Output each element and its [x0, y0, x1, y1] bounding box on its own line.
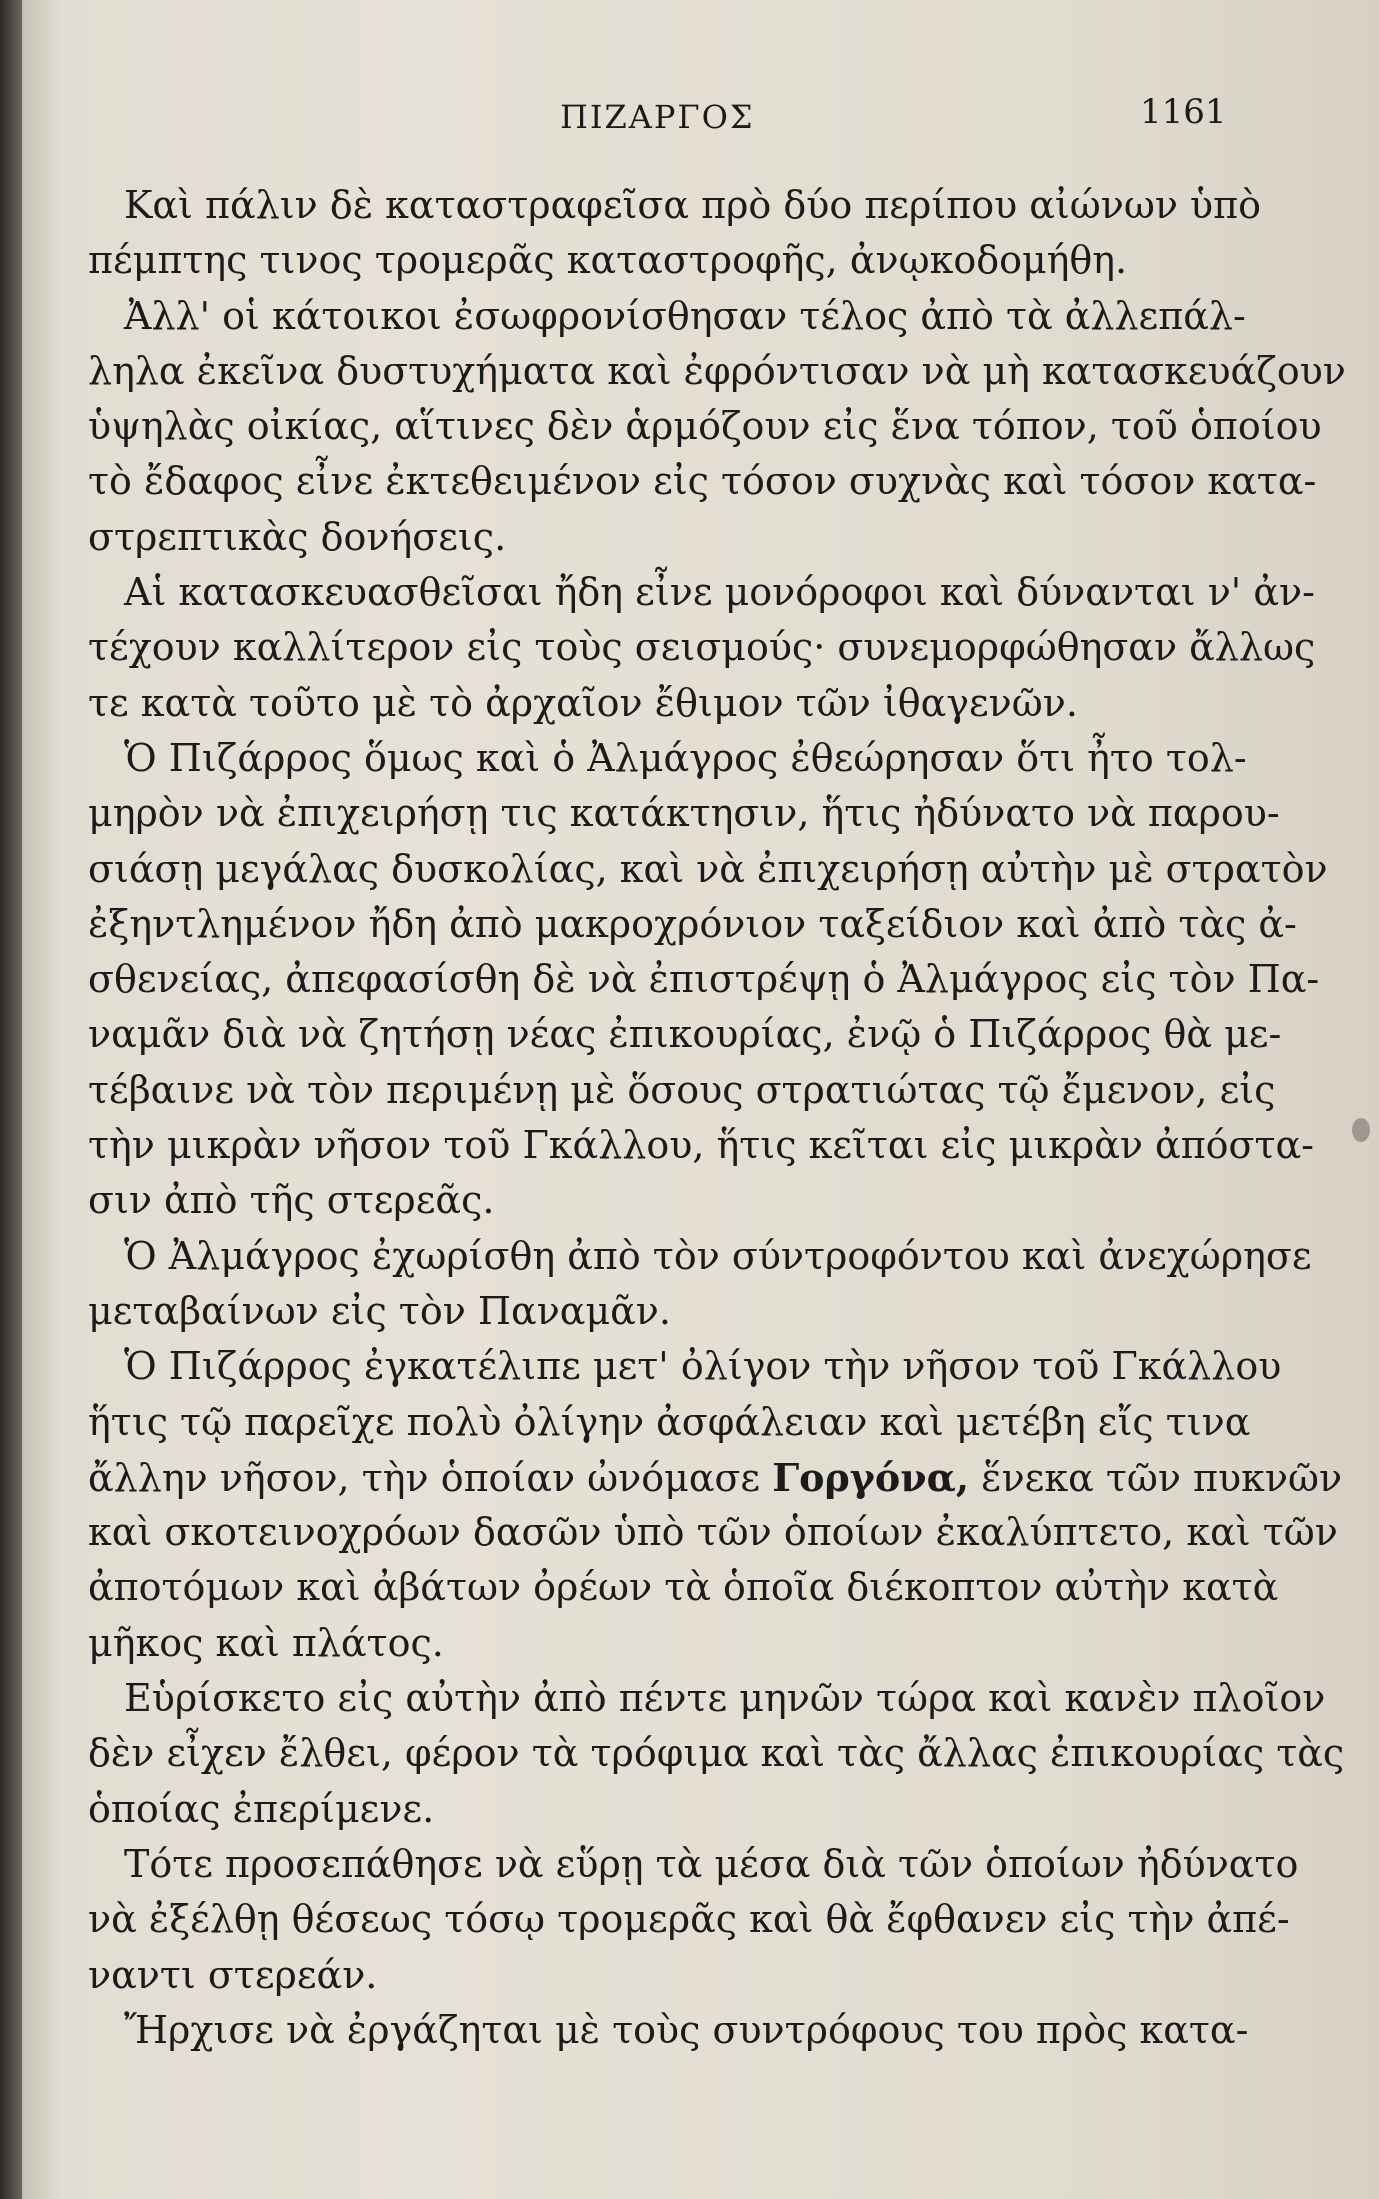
text-line: ναμᾶν διὰ νὰ ζητήσῃ νέας ἐπικουρίας, ἐνῷ ὁ Πιζάρρος θὰ με- [88, 1012, 1282, 1057]
text-line: μῆκος καὶ πλάτος. [88, 1620, 444, 1665]
text-line: νὰ ἐξέλθῃ θέσεως τόσῳ τρομερᾶς καὶ θὰ ἔφθανεν εἰς τὴν ἀπέ- [88, 1897, 1290, 1942]
text-line: σθενείας, ἀπεφασίσθη δὲ νὰ ἐπιστρέψῃ ὁ Ἀλμάγρος εἰς τὸν Πα- [88, 957, 1320, 1002]
text-line: μεταβαίνων εἰς τὸν Παναμᾶν. [88, 1288, 671, 1333]
text-line: Ἤρχισε νὰ ἐργάζηται μὲ τοὺς συντρόφους του πρὸς κατα- [124, 2007, 1249, 2052]
text-line: Ὁ Ἀλμάγρος ἐχωρίσθη ἀπὸ τὸν σύντροφόντου καὶ ἀνεχώρησε [124, 1233, 1312, 1278]
text-line: Ὁ Πιζάρρος ὅμως καὶ ὁ Ἀλμάγρος ἐθεώρησαν ὅτι ἦτο τολ- [124, 735, 1247, 780]
text-line: μηρὸν νὰ ἐπιχειρήσῃ τις κατάκτησιν, ἥτις ἠδύνατο νὰ παρου- [88, 791, 1280, 836]
ink-spot [1352, 1118, 1370, 1142]
text-line: πέμπτης τινος τρομερᾶς καταστροφῆς, ἀνῳκοδομήθη. [88, 238, 1128, 283]
running-title: ΠΙΖΑΡΓΟΣ [560, 98, 755, 136]
text-line: τὸ ἔδαφος εἶνε ἐκτεθειμένον εἰς τόσον συχνὰς καὶ τόσον κατα- [88, 459, 1317, 504]
text-line: δὲν εἶχεν ἔλθει, φέρον τὰ τρόφιμα καὶ τὰς ἄλλας ἐπικουρίας τὰς [88, 1731, 1345, 1776]
page-number: 1161 [1140, 92, 1227, 132]
text-line-start: ἄλλην νῆσον, τὴν ὁποίαν ὠνόμασε [88, 1455, 761, 1500]
text-line: Ἀλλ' οἱ κάτοικοι ἐσωφρονίσθησαν τέλος ἀπὸ τὰ ἀλλεπάλ- [124, 293, 1246, 338]
page-header [0, 92, 1379, 148]
book-spine-shadow [0, 0, 22, 2199]
text-line: καὶ σκοτεινοχρόων δασῶν ὑπὸ τῶν ὁποίων ἐκαλύπτετο, καὶ τῶν [88, 1510, 1338, 1555]
text-line: Ὁ Πιζάρρος ἐγκατέλιπε μετ' ὀλίγον τὴν νῆσον τοῦ Γκάλλου [124, 1344, 1282, 1389]
text-line: τὴν μικρὰν νῆσον τοῦ Γκάλλου, ἥτις κεῖται εἰς μικρὰν ἀπόστα- [88, 1123, 1315, 1168]
text-line: ἥτις τῷ παρεῖχε πολὺ ὀλίγην ἀσφάλειαν καὶ μετέβη εἴς τινα [88, 1399, 1251, 1444]
text-line: ἐξηντλημένον ἤδη ἀπὸ μακροχρόνιον ταξείδιον καὶ ἀπὸ τὰς ἀ- [88, 901, 1297, 946]
text-line: τε κατὰ τοῦτο μὲ τὸ ἀρχαῖον ἔθιμον τῶν ἰθαγενῶν. [88, 680, 1078, 725]
text-line [88, 1450, 1343, 1505]
text-line: ὑψηλὰς οἰκίας, αἵτινες δὲν ἁρμόζουν εἰς ἕνα τόπον, τοῦ ὁποίου [88, 404, 1322, 449]
text-line: ναντι στερεάν. [88, 1952, 378, 1997]
text-line: τέχουν καλλίτερον εἰς τοὺς σεισμούς· συνεμορφώθησαν ἄλλως [88, 625, 1316, 670]
text-line: ἀποτόμων καὶ ἀβάτων ὀρέων τὰ ὁποῖα διέκοπτον αὐτὴν κατὰ [88, 1565, 1279, 1610]
text-line: ληλα ἐκεῖνα δυστυχήματα καὶ ἐφρόντισαν νὰ μὴ κατασκευάζουν [88, 348, 1346, 393]
text-line: σιάσῃ μεγάλας δυσκολίας, καὶ νὰ ἐπιχειρήσῃ αὐτὴν μὲ στρατὸν [88, 846, 1328, 891]
text-line: Αἱ κατασκευασθεῖσαι ἤδη εἶνε μονόροφοι καὶ δύνανται ν' ἀν- [124, 570, 1315, 615]
text-line: σιν ἀπὸ τῆς στερεᾶς. [88, 1178, 495, 1223]
text-line: στρεπτικὰς δονήσεις. [88, 514, 507, 559]
island-name-bold: Γοργόνα, [772, 1454, 970, 1500]
text-line: Καὶ πάλιν δὲ καταστραφεῖσα πρὸ δύο περίπου αἰώνων ὑπὸ [124, 183, 1262, 227]
text-line: ὁποίας ἐπερίμενε. [88, 1786, 435, 1831]
text-line: τέβαινε νὰ τὸν περιμένῃ μὲ ὅσους στρατιώτας τῷ ἔμενον, εἰς [88, 1067, 1276, 1112]
text-line: Τότε προσεπάθησε νὰ εὕρῃ τὰ μέσα διὰ τῶν ὁποίων ἠδύνατο [124, 1841, 1299, 1886]
body-text [88, 178, 1346, 2058]
text-line-end: ἕνεκα τῶν πυκνῶν [981, 1455, 1343, 1500]
text-line: Εὑρίσκετο εἰς αὐτὴν ἀπὸ πέντε μηνῶν τώρα καὶ κανὲν πλοῖον [124, 1676, 1326, 1721]
